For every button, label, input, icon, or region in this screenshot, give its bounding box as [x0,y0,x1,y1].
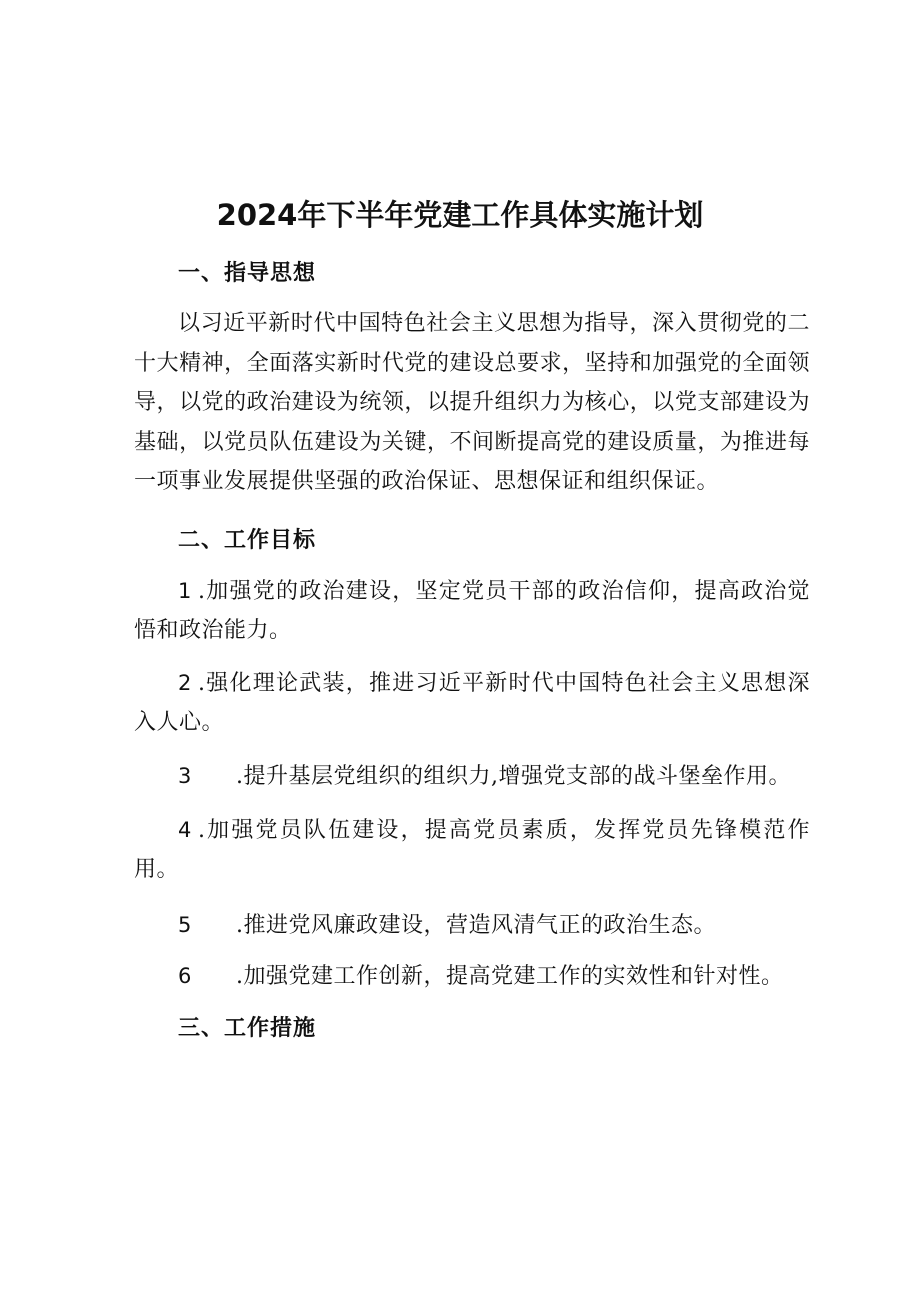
goal-item-1 [134,572,810,650]
goal-item-2 [134,664,810,742]
section-heading-guiding-thought: 一、指导思想 [178,260,317,286]
guiding-thought-paragraph: 以习近平新时代中国特色社会主义思想为指导，深入贯彻党的二十大精神，全面落实新时代党的建设总要求，坚持和加强党的全面领导，以党的政治建设为统领，以提升组织力为核心，以党支部建设为基础，以党员队伍建设为关键，不间断提高党的建设质量，为推进每一项事业发展提供坚强的政治保证、思想保证和组织保证。 [134,311,810,494]
goal-text: .推进党风廉政建设，营造风清气正的政治生态。 [236,913,716,938]
goal-text: .加强党员队伍建设，提高党员素质，发挥党员先锋模范作用。 [134,818,810,882]
goal-item-5 [134,906,810,945]
goal-item-3 [134,757,810,796]
goal-number: 3 [178,764,192,788]
goal-text: .提升基层党组织的组织力,增强党支部的战斗堡垒作用。 [236,764,791,789]
goal-item-6 [134,957,810,996]
goal-text: .强化理论武装，推进习近平新时代中国特色社会主义思想深入人心。 [134,671,810,735]
document-title: 2024年下半年党建工作具体实施计划 [216,198,704,232]
goal-text: .加强党的政治建设，坚定党员干部的政治信仰，提高政治觉悟和政治能力。 [134,579,810,643]
goal-number: 5 [178,913,192,937]
goal-item-4 [134,811,810,889]
goal-number: 6 [178,964,192,988]
section-heading-work-goals: 二、工作目标 [178,527,317,553]
goal-number: 4 [178,818,192,842]
goal-text: .加强党建工作创新，提高党建工作的实效性和针对性。 [236,964,784,989]
goal-number: 1 [178,579,192,603]
goal-number: 2 [178,671,192,695]
section-heading-work-measures: 三、工作措施 [178,1015,317,1041]
